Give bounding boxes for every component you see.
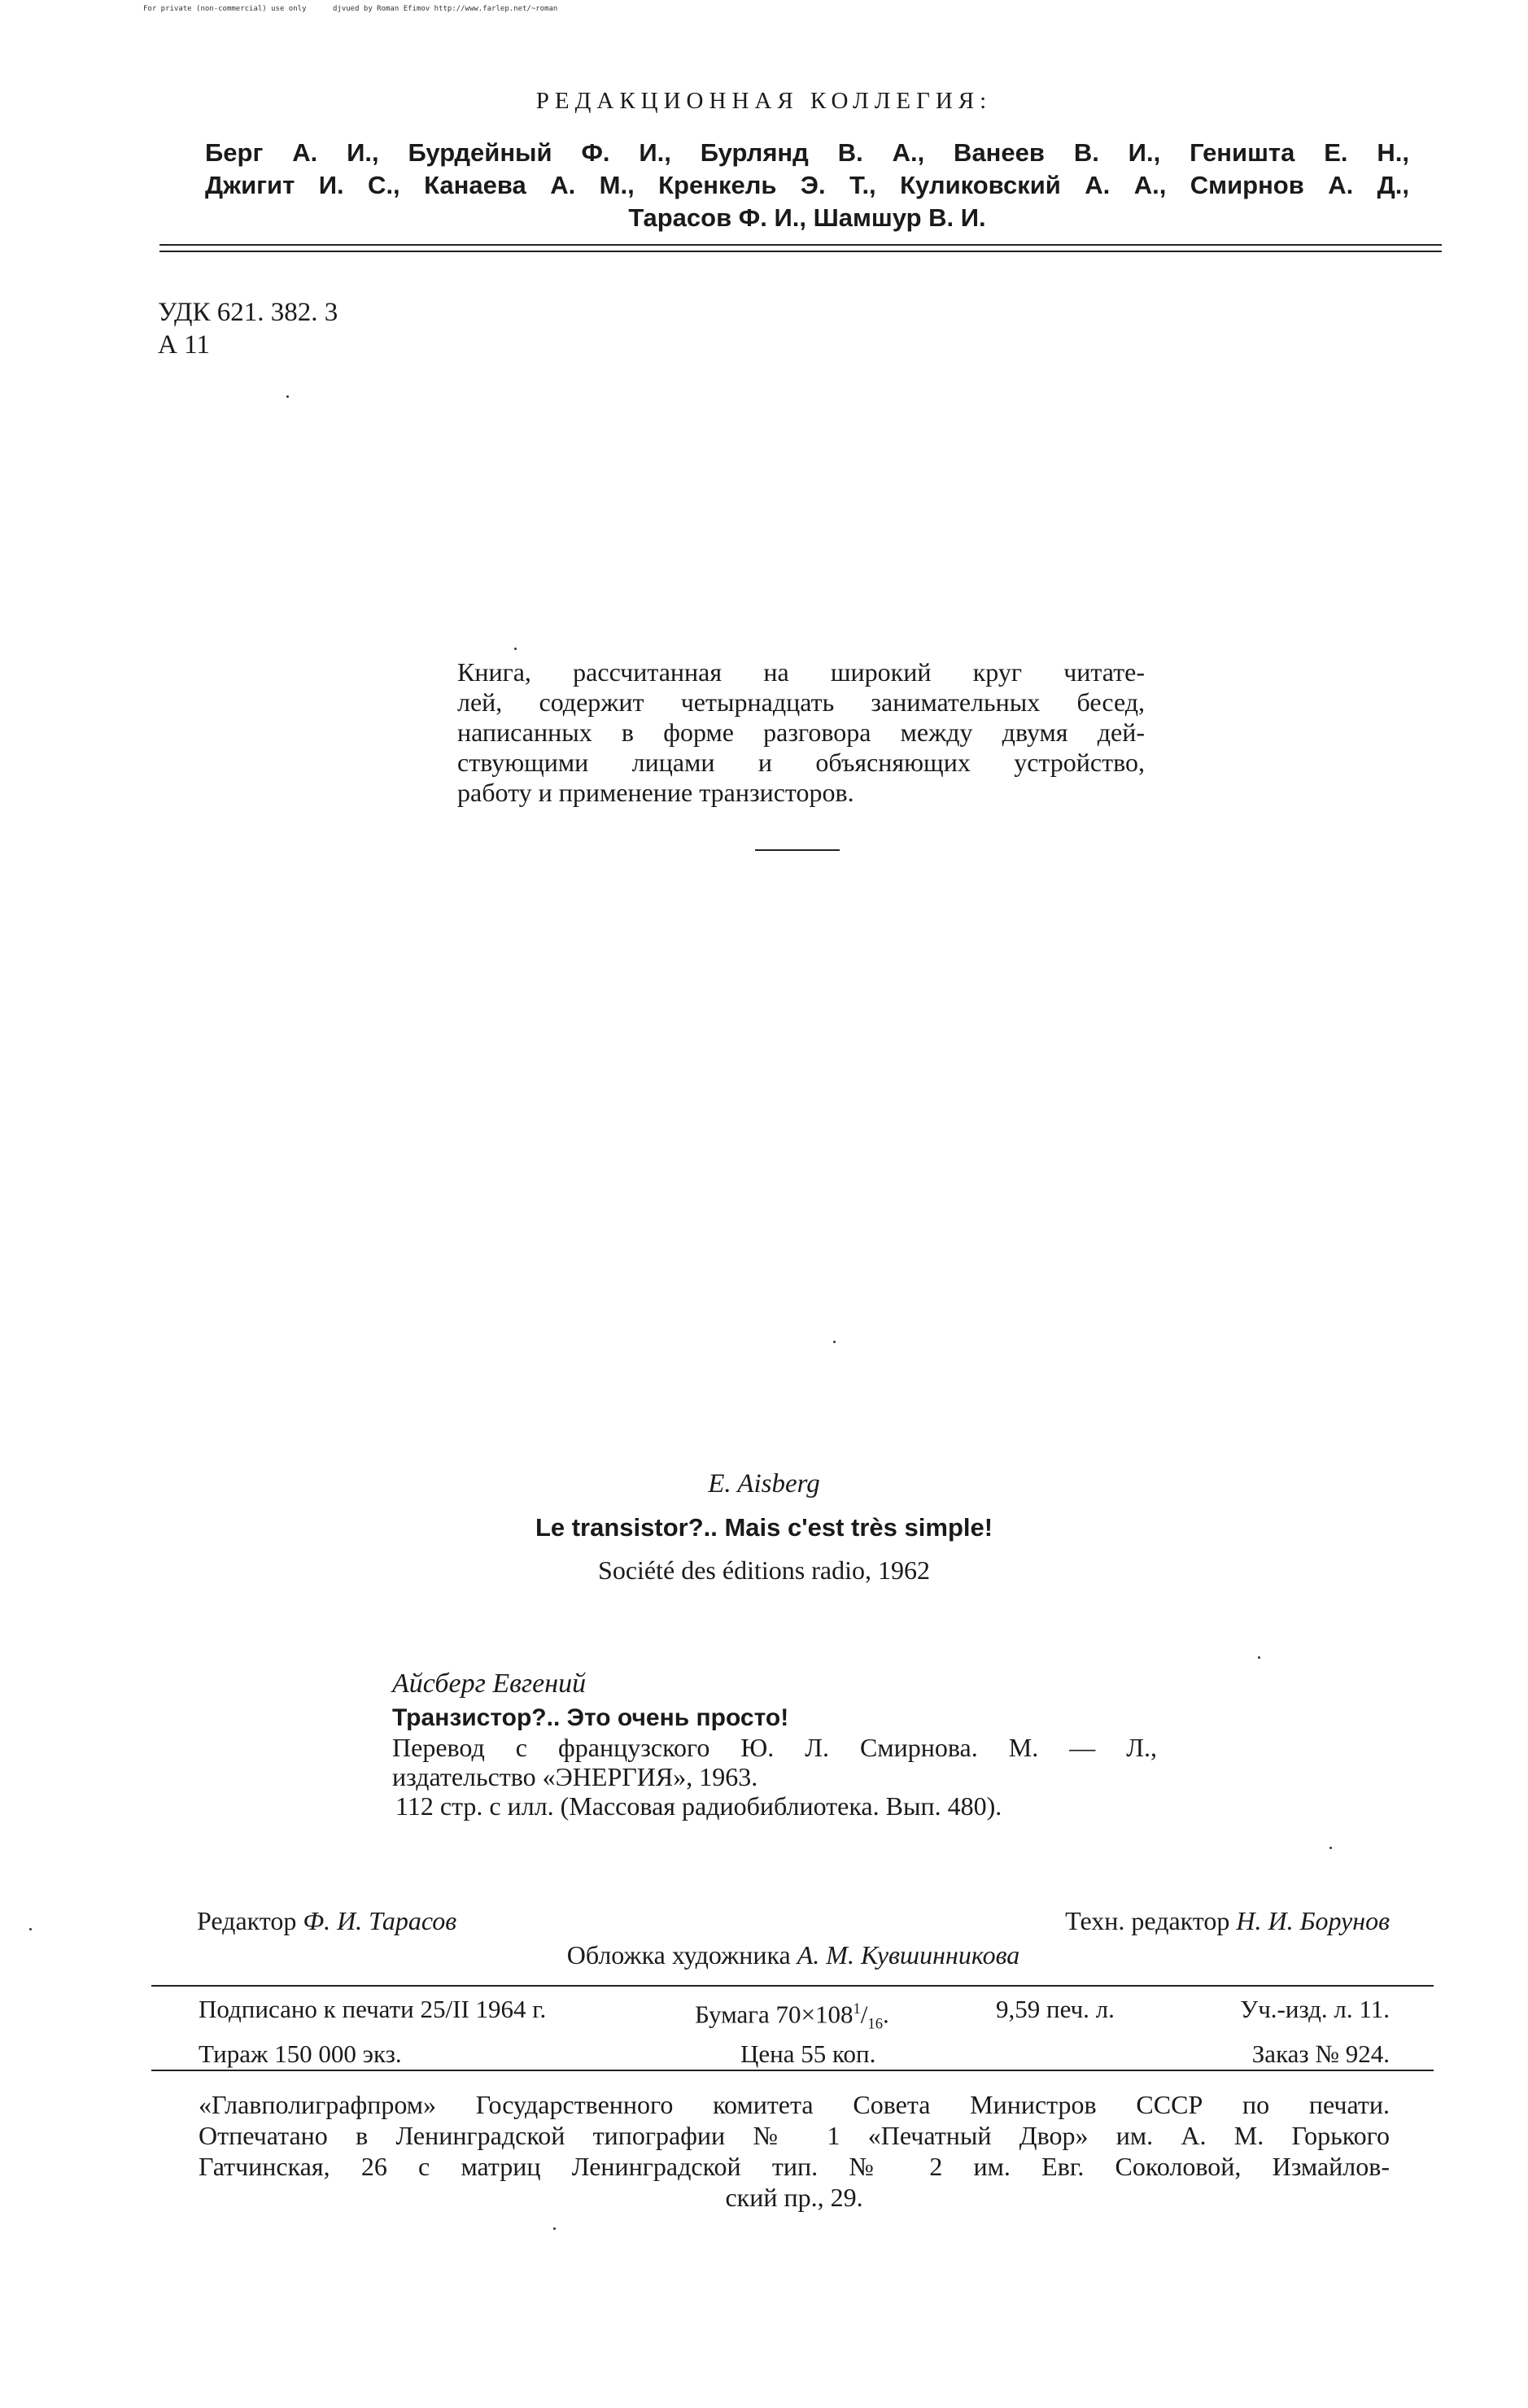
bibliographic-record (392, 1669, 1157, 1821)
printer-line-3: Гатчинская, 26 с матриц Ленинградской тип. № 2 им. Евг. Соколовой, Измайлов- (199, 2152, 1390, 2181)
original-title: Le transistor?.. Mais c'est très simple! (535, 1513, 993, 1542)
printer-line-1: «Главполиграфпром» Государственного комитета Совета Министров СССР по печати. (199, 2090, 1390, 2119)
printed-sheets: 9,59 печ. л. (996, 1995, 1115, 2023)
print-data-rule-bottom (151, 2070, 1434, 2071)
print-run: Тираж 150 000 экз. (199, 2039, 402, 2068)
publisher-sheets: Уч.-изд. л. 11. (1240, 1995, 1390, 2023)
header-note: For private (non-commercial) use only djvued by Roman Efimov http://www.farlep.net/~roman (143, 5, 558, 13)
catalog-index: А 11 (158, 330, 210, 360)
short-divider (755, 849, 840, 851)
cover-artist: А. М. Кувшинникова (797, 1940, 1020, 1970)
cover-label: Обложка художника (566, 1940, 791, 1970)
order-number: Заказ № 924. (1251, 2039, 1390, 2068)
tech-editor-name: Н. И. Борунов (1236, 1906, 1390, 1935)
paper-format: Бумага $70\times 108^1/_{16}$. (695, 2000, 889, 2033)
biblio-line-3: 112 стр. с илл. (Массовая радиобиблиотека. Вып. 480). (395, 1791, 1002, 1821)
biblio-line-1: Перевод с французского Ю. Л. Смирнова. М. — Л., (392, 1733, 1157, 1762)
print-data-row-2 (199, 2039, 1390, 2069)
annotation-line-3: написанных в форме разговора между двумя дей- (457, 718, 1145, 747)
tech-editor-label: Техн. редактор (1065, 1906, 1230, 1935)
editor (197, 1904, 456, 1938)
original-publisher: Société des éditions radio, 1962 (598, 1555, 930, 1585)
biblio-line-2: издательство «ЭНЕРГИЯ», 1963. (392, 1762, 758, 1791)
speck (514, 648, 517, 650)
annotation-line-4: ствующими лицами и объясняющих устройство, (457, 748, 1145, 777)
speck (553, 2227, 556, 2230)
book-annotation (457, 657, 1145, 808)
tech-editor (1065, 1904, 1390, 1938)
header-double-rule-top (159, 244, 1442, 246)
original-author: E. Aisberg (708, 1469, 820, 1498)
speck (1258, 1656, 1260, 1659)
annotation-line-2: лей, содержит четырнадцать занимательных бесед, (457, 687, 1145, 717)
header-double-rule-bottom (159, 251, 1442, 252)
print-data-table (199, 1995, 1390, 2069)
spacer (996, 2039, 1183, 2069)
signed-date: Подписано к печати 25/II 1964 г. (199, 1995, 547, 2023)
print-data-row-1 (199, 1995, 1390, 2039)
udk-code: УДК 621. 382. 3 (158, 298, 338, 327)
annotation-line-1: Книга, рассчитанная на широкий круг читате- (457, 657, 1145, 687)
printer-imprint (199, 2089, 1390, 2213)
printer-line-4: ский пр., 29. (725, 2183, 863, 2212)
board-members-line-1: Берг А. И., Бурдейный Ф. И., Бурлянд В. А., Ванеев В. И., Геништа Е. Н., (205, 138, 1409, 167)
speck (1329, 1847, 1332, 1849)
udk-block (158, 296, 338, 361)
editorial-board-title: РЕДАКЦИОННАЯ КОЛЛЕГИЯ: (535, 88, 993, 114)
biblio-author: Айсберг Евгений (392, 1669, 587, 1699)
editor-label: Редактор (197, 1906, 297, 1935)
editors-row (197, 1904, 1390, 1938)
editor-name: Ф. И. Тарасов (303, 1906, 457, 1935)
board-members-line-2: Джигит И. С., Канаева А. М., Кренкель Э. Т., Куликовский А. А., Смирнов А. Д., (205, 171, 1409, 199)
credits-block (197, 1904, 1390, 1972)
printer-line-2: Отпечатано в Ленинградской типографии № 1 «Печатный Двор» им. А. М. Горького (199, 2121, 1390, 2150)
print-data-rule-top (151, 1985, 1434, 1987)
speck (833, 1341, 836, 1343)
editorial-board-members (205, 137, 1409, 234)
annotation-line-5: работу и применение транзисторов. (457, 778, 854, 807)
price: Цена 55 коп. (740, 2039, 876, 2068)
speck (286, 395, 289, 398)
cover-credit (197, 1938, 1390, 1972)
board-members-line-3: Тарасов Ф. И., Шамшур В. И. (628, 203, 986, 232)
biblio-title: Транзистор?.. Это очень просто! (392, 1704, 789, 1731)
speck (29, 1928, 32, 1930)
